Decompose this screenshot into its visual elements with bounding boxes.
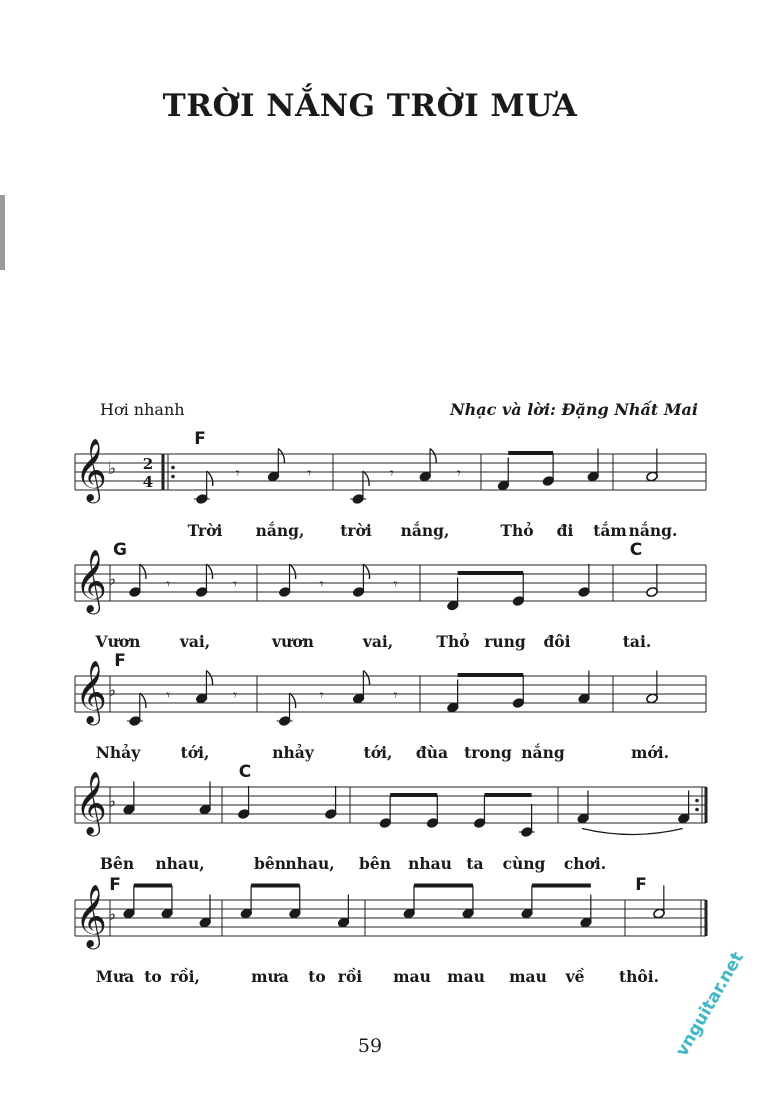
lyric-syllable: Thỏ — [500, 521, 534, 540]
lyric-syllable: vai, — [179, 632, 211, 651]
lyric-syllable: nắng, — [400, 521, 450, 540]
chord-symbol: F — [635, 875, 647, 895]
lyric-syllable: mau — [509, 967, 547, 986]
eighth-rest-icon: 𝄾 — [389, 464, 394, 482]
lyric-syllable: trong — [464, 743, 512, 762]
chord-symbol: C — [238, 762, 252, 782]
tempo-marking: Hơi nhanh — [100, 400, 185, 419]
eighth-rest-icon: 𝄾 — [232, 575, 237, 593]
lyric-syllable: Mưa — [95, 967, 135, 986]
treble-clef-icon: 𝄞 — [75, 884, 107, 947]
note-flag — [206, 564, 212, 579]
eighth-rest-icon: 𝄾 — [393, 686, 398, 704]
repeat-dot — [171, 475, 175, 479]
repeat-dot — [171, 466, 175, 470]
lyric-syllable: nắng — [521, 743, 565, 762]
lyric-syllable: nhau, — [155, 854, 205, 873]
treble-clef-icon: 𝄞 — [75, 660, 107, 723]
repeat-dot — [695, 799, 699, 803]
eighth-rest-icon: 𝄾 — [307, 464, 312, 482]
lyric-syllable: tắm — [593, 521, 627, 540]
chord-symbol: C — [629, 540, 643, 560]
lyric-syllable: Nhảy — [95, 743, 141, 762]
chord-symbol: F — [114, 651, 126, 671]
repeat-dot — [695, 808, 699, 812]
treble-clef-icon: 𝄞 — [75, 771, 107, 834]
staff-system-5 — [75, 875, 706, 986]
treble-clef-icon: 𝄞 — [75, 438, 107, 501]
lyric-syllable: bên — [359, 854, 391, 873]
eighth-rest-icon: 𝄾 — [235, 464, 240, 482]
note-flag — [290, 564, 296, 579]
chord-symbol: F — [194, 429, 206, 449]
note-flag — [140, 693, 146, 708]
eighth-rest-icon: 𝄾 — [319, 575, 324, 593]
time-signature-top: 2 — [142, 455, 154, 473]
eighth-rest-icon: 𝄾 — [232, 686, 237, 704]
lyric-syllable: nắng. — [628, 521, 678, 540]
note-flag — [363, 564, 369, 579]
lyric-syllable: trời — [340, 521, 372, 540]
lyric-syllable: đùa — [415, 743, 449, 762]
note-flag — [140, 564, 146, 579]
lyric-syllable: ta — [466, 854, 484, 873]
lyric-syllable: vai, — [362, 632, 394, 651]
note-flag — [206, 671, 212, 686]
eighth-rest-icon: 𝄾 — [319, 686, 324, 704]
lyric-syllable: nhau, — [285, 854, 335, 873]
eighth-rest-icon: 𝄾 — [166, 686, 171, 704]
lyric-syllable: thôi. — [618, 967, 660, 986]
lyric-syllable: Trời — [187, 521, 223, 540]
staff-system-4 — [75, 762, 706, 873]
lyric-syllable: rồi, — [170, 967, 200, 986]
lyric-syllable: nắng, — [255, 521, 305, 540]
lyric-syllable: cùng — [502, 854, 546, 873]
lyric-syllable: đôi — [543, 632, 571, 651]
lyric-syllable: nhau — [408, 854, 452, 873]
flat-key-signature-icon: ♭ — [107, 792, 117, 812]
eighth-rest-icon: 𝄾 — [393, 575, 398, 593]
note-flag — [430, 449, 436, 464]
tie-arc — [582, 829, 683, 835]
time-signature-bottom: 4 — [142, 473, 154, 491]
page-number: 59 — [357, 1035, 383, 1057]
lyric-syllable: mau — [393, 967, 431, 986]
lyric-syllable: nhảy — [272, 743, 314, 762]
staff-system-3 — [75, 651, 706, 762]
lyric-syllable: tai. — [622, 632, 652, 651]
lyric-syllable: tới, — [363, 743, 393, 762]
flat-key-signature-icon: ♭ — [107, 905, 117, 925]
note-flag — [363, 471, 369, 486]
lyric-syllable: bên — [254, 854, 286, 873]
watermark: vnguitar.net — [672, 948, 748, 1060]
lyric-syllable: tới, — [180, 743, 210, 762]
lyric-syllable: chơi. — [563, 854, 607, 873]
lyric-syllable: Vươn — [95, 632, 141, 651]
staff-system-1 — [75, 429, 706, 540]
lyric-syllable: mau — [447, 967, 485, 986]
lyric-syllable: rồi — [337, 967, 363, 986]
lyric-syllable: đi — [556, 521, 574, 540]
flat-key-signature-icon: ♭ — [107, 570, 117, 590]
chord-symbol: F — [109, 875, 121, 895]
lyric-syllable: Bên — [99, 854, 135, 873]
lyric-syllable: mưa — [251, 967, 289, 986]
treble-clef-icon: 𝄞 — [75, 549, 107, 612]
lyric-syllable: to — [144, 967, 162, 986]
flat-key-signature-icon: ♭ — [107, 459, 117, 479]
composer-credit: Nhạc và lời: Đặng Nhất Mai — [450, 400, 698, 419]
eighth-rest-icon: 𝄾 — [166, 575, 171, 593]
song-title: TRỜI NẮNG TRỜI MƯA — [162, 88, 578, 124]
lyric-syllable: mới. — [630, 743, 670, 762]
lyric-syllable: Thỏ — [436, 632, 470, 651]
lyric-syllable: về — [565, 967, 585, 986]
note-flag — [207, 471, 213, 486]
flat-key-signature-icon: ♭ — [107, 681, 117, 701]
staff-system-2 — [75, 540, 706, 651]
note-flag — [363, 671, 369, 686]
lyric-syllable: to — [308, 967, 326, 986]
chord-symbol: G — [113, 540, 127, 560]
note-flag — [278, 449, 284, 464]
lyric-syllable: rung — [484, 632, 526, 651]
note-flag — [290, 693, 296, 708]
lyric-syllable: vươn — [272, 632, 314, 651]
eighth-rest-icon: 𝄾 — [456, 464, 461, 482]
